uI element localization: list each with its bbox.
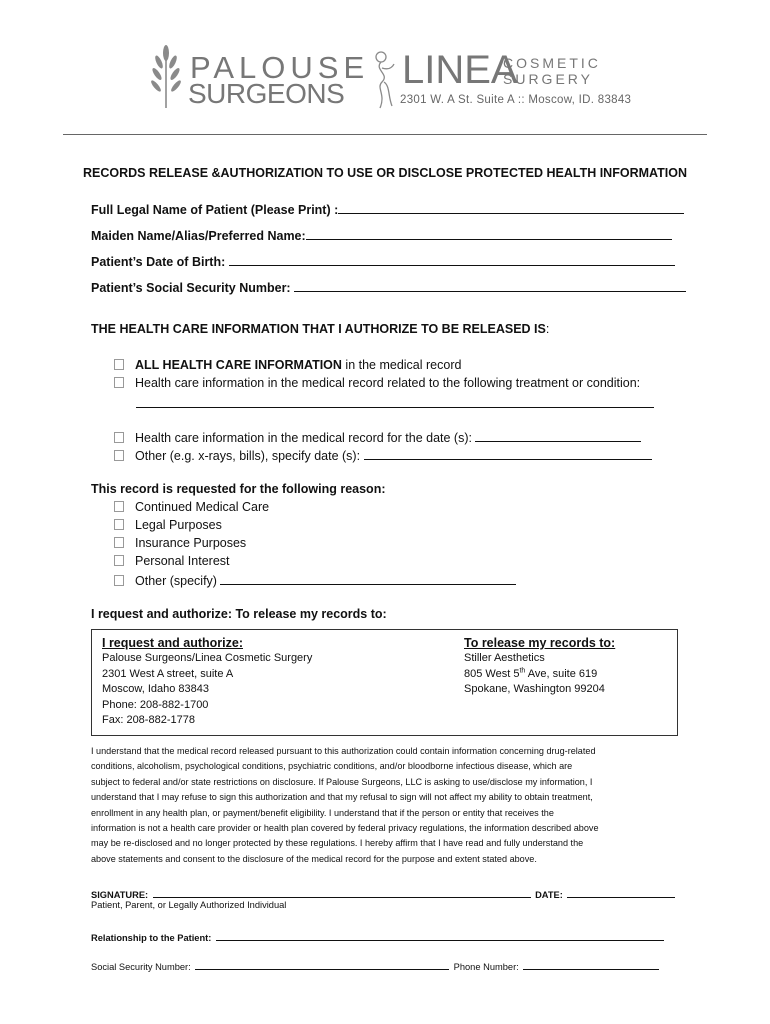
checkbox[interactable] [114, 450, 124, 461]
linea-logo-surgery: SURGERY [503, 71, 593, 87]
relationship-label: Relationship to the Patient: [91, 933, 212, 943]
checkbox[interactable] [114, 377, 124, 388]
ssn-row [91, 279, 686, 295]
phone-input[interactable] [523, 960, 659, 970]
signature-label: SIGNATURE: [91, 890, 149, 900]
full-name-input[interactable] [338, 201, 684, 214]
reason-insurance: Insurance Purposes [114, 536, 246, 550]
palouse-logo-line1: PALOUSE [190, 50, 370, 85]
maiden-name-row [91, 227, 672, 243]
palouse-logo-line2: SURGEONS [188, 78, 345, 109]
ssn-input[interactable] [294, 279, 686, 292]
reason-other: Other (specify) [114, 572, 516, 588]
release-to-line: Spokane, Washington 99204 [464, 683, 605, 696]
info-heading: THE HEALTH CARE INFORMATION THAT I AUTHORIZE TO BE RELEASED IS: [91, 322, 550, 336]
disclaimer-paragraph [91, 744, 691, 867]
dob-input[interactable] [229, 253, 675, 266]
signature-input[interactable] [153, 888, 531, 898]
date-label: DATE: [535, 890, 563, 900]
release-to-heading: To release my records to: [464, 636, 616, 650]
disclaimer-line: understand that I may refuse to sign this authorization and that my refusal to sign will not affect my ability to obtain treatment, [91, 792, 593, 803]
option-other: Other (e.g. x-rays, bills), specify date (s): [114, 447, 652, 463]
relationship-row [91, 928, 664, 946]
header-divider [63, 134, 707, 135]
maiden-name-label: Maiden Name/Alias/Preferred Name: [91, 229, 306, 243]
checkbox[interactable] [114, 519, 124, 530]
checkbox[interactable] [114, 359, 124, 370]
option-all-info: ALL HEALTH CARE INFORMATION in the medical record [114, 358, 461, 372]
full-name-label: Full Legal Name of Patient (Please Print) : [91, 203, 339, 217]
phone-label: Phone Number: [453, 962, 519, 972]
release-from-phone: Phone: 208-882-1700 [102, 698, 209, 711]
checkbox[interactable] [114, 575, 124, 586]
release-info-box [91, 629, 678, 736]
reason-heading: This record is requested for the following reason: [91, 482, 386, 496]
checkbox[interactable] [114, 501, 124, 512]
ssn-footer-input[interactable] [195, 960, 449, 970]
reason-legal: Legal Purposes [114, 518, 222, 532]
signature-sublabel: Patient, Parent, or Legally Authorized Individual [91, 900, 287, 910]
release-to-line: 805 West 5th Ave, suite 619 [464, 666, 598, 680]
checkbox[interactable] [114, 432, 124, 443]
release-from-line: Moscow, Idaho 83843 [102, 683, 210, 696]
clinic-address: 2301 W. A St. Suite A :: Moscow, ID. 83843 [400, 94, 632, 106]
disclaimer-line: above statements and consent to the disclosure of the medical record for the purpose and extent stated above. [91, 853, 537, 864]
option-treatment: Health care information in the medical record related to the following treatment or condition: [114, 376, 640, 390]
release-from-fax: Fax: 208-882-1778 [102, 714, 195, 727]
reason-continued-care: Continued Medical Care [114, 500, 269, 514]
dob-label: Patient’s Date of Birth: [91, 255, 226, 269]
full-name-row [91, 201, 684, 217]
wheat-logo-icon [146, 44, 186, 108]
contact-row [91, 957, 659, 975]
disclaimer-line: enrollment in any health plan, or payment/benefit eligibility. I understand that if the person or entity that receives the [91, 807, 554, 818]
checkbox[interactable] [114, 537, 124, 548]
release-heading: I request and authorize: To release my records to: [91, 607, 387, 621]
checkbox[interactable] [114, 555, 124, 566]
disclaimer-line: may be re-disclosed and no longer protected by these regulations. I hereby affirm that I have read and fully understand the [91, 838, 584, 849]
disclaimer-line: subject to federal and/or state restrictions on disclosure. If Palouse Surgeons, LLC is asking to use/disclose my information, I [91, 776, 593, 787]
release-to-line: Stiller Aesthetics [464, 652, 545, 664]
linea-logo-cosmetic: COSMETIC [503, 55, 601, 71]
disclaimer-line: I understand that the medical record released pursuant to this authorization could contain information concerning drug-related [91, 746, 596, 756]
option-dates: Health care information in the medical record for the date (s): [114, 429, 641, 445]
release-to-column [464, 636, 615, 698]
linea-figure-logo-icon [368, 48, 400, 110]
ssn-footer-label: Social Security Number: [91, 962, 191, 972]
release-from-line: 2301 West A street, suite A [102, 667, 234, 680]
dob-row [91, 253, 675, 269]
treatment-input-line[interactable] [136, 407, 654, 408]
linea-logo-word: LINEA [402, 48, 518, 92]
form-title: RECORDS RELEASE &AUTHORIZATION TO USE OR DISCLOSE PROTECTED HEALTH INFORMATION [83, 166, 687, 180]
other-dates-input[interactable] [364, 447, 652, 460]
release-from-line: Palouse Surgeons/Linea Cosmetic Surgery [102, 652, 313, 664]
date-input[interactable] [567, 888, 675, 898]
maiden-name-input[interactable] [306, 227, 672, 240]
release-from-heading: I request and authorize: [102, 636, 243, 650]
disclaimer-line: conditions, alcoholism, psychological conditions, psychiatric conditions, and/or bloodborne infectious disease, which are [91, 761, 573, 772]
reason-other-input[interactable] [220, 572, 516, 585]
reason-personal: Personal Interest [114, 554, 230, 568]
release-from-column [102, 636, 312, 729]
dates-input[interactable] [475, 429, 641, 442]
ssn-label: Patient’s Social Security Number: [91, 281, 291, 295]
disclaimer-line: information is not a health care provider or health plan covered by federal privacy regulations, the information described above [91, 823, 599, 834]
relationship-input[interactable] [216, 931, 664, 941]
